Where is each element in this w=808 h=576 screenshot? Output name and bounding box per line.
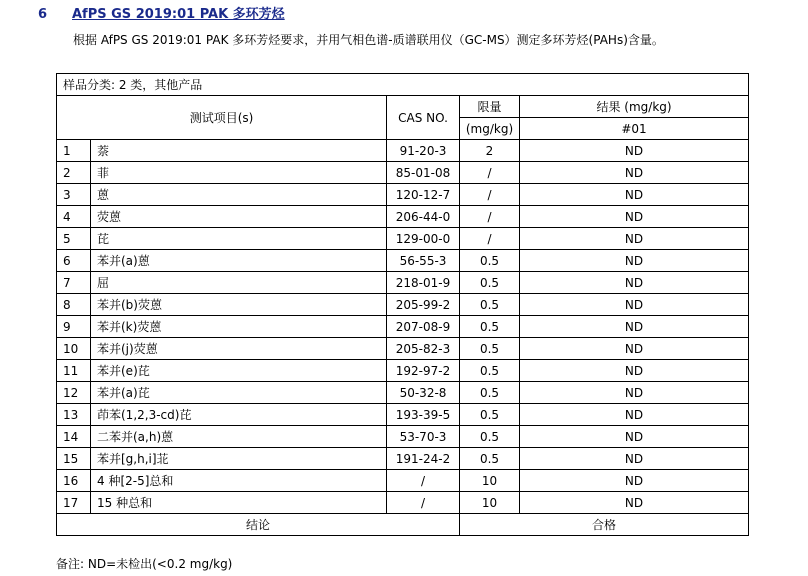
row-number: 14 bbox=[57, 426, 91, 448]
section-heading bbox=[38, 3, 285, 22]
conclusion-value: 合格 bbox=[460, 514, 749, 536]
test-item-name: 4 种[2-5]总和 bbox=[91, 470, 387, 492]
header-result: 结果 (mg/kg) bbox=[520, 96, 749, 118]
limit-value: / bbox=[460, 162, 520, 184]
result-value: ND bbox=[520, 316, 749, 338]
test-item-name: 苯并(e)芘 bbox=[91, 360, 387, 382]
cas-number: 56-55-3 bbox=[387, 250, 460, 272]
limit-value: 0.5 bbox=[460, 426, 520, 448]
result-value: ND bbox=[520, 404, 749, 426]
table-row bbox=[57, 228, 749, 250]
header-sample-id: #01 bbox=[520, 118, 749, 140]
test-item-name: 苯并(a)蒽 bbox=[91, 250, 387, 272]
table-row bbox=[57, 338, 749, 360]
row-number: 1 bbox=[57, 140, 91, 162]
section-title: AfPS GS 2019:01 PAK 多环芳烃 bbox=[72, 7, 285, 22]
result-value: ND bbox=[520, 140, 749, 162]
table-row bbox=[57, 294, 749, 316]
test-item-name: 苯并[g,h,i]苝 bbox=[91, 448, 387, 470]
row-number: 7 bbox=[57, 272, 91, 294]
result-value: ND bbox=[520, 426, 749, 448]
table-row bbox=[57, 184, 749, 206]
cas-number: 91-20-3 bbox=[387, 140, 460, 162]
limit-value: 0.5 bbox=[460, 360, 520, 382]
result-value: ND bbox=[520, 250, 749, 272]
cas-number: / bbox=[387, 470, 460, 492]
table-row bbox=[57, 492, 749, 514]
conclusion-label: 结论 bbox=[57, 514, 460, 536]
table-row bbox=[57, 316, 749, 338]
row-number: 4 bbox=[57, 206, 91, 228]
category-row bbox=[57, 74, 749, 96]
limit-value: / bbox=[460, 184, 520, 206]
cas-number: 50-32-8 bbox=[387, 382, 460, 404]
test-item-name: 萘 bbox=[91, 140, 387, 162]
row-number: 6 bbox=[57, 250, 91, 272]
row-number: 12 bbox=[57, 382, 91, 404]
row-number: 16 bbox=[57, 470, 91, 492]
result-value: ND bbox=[520, 492, 749, 514]
header-row bbox=[57, 96, 749, 118]
section-number: 6 bbox=[38, 7, 48, 22]
limit-value: 0.5 bbox=[460, 448, 520, 470]
row-number: 10 bbox=[57, 338, 91, 360]
table-row bbox=[57, 360, 749, 382]
limit-value: 0.5 bbox=[460, 382, 520, 404]
result-value: ND bbox=[520, 470, 749, 492]
test-item-name: 苯并(j)荧蒽 bbox=[91, 338, 387, 360]
cas-number: 191-24-2 bbox=[387, 448, 460, 470]
row-number: 8 bbox=[57, 294, 91, 316]
cas-number: 129-00-0 bbox=[387, 228, 460, 250]
result-value: ND bbox=[520, 206, 749, 228]
limit-value: 0.5 bbox=[460, 404, 520, 426]
row-number: 15 bbox=[57, 448, 91, 470]
conclusion-row bbox=[57, 514, 749, 536]
test-item-name: 菲 bbox=[91, 162, 387, 184]
test-item-name: 苯并(a)芘 bbox=[91, 382, 387, 404]
row-number: 2 bbox=[57, 162, 91, 184]
table-row bbox=[57, 272, 749, 294]
table-row bbox=[57, 426, 749, 448]
result-value: ND bbox=[520, 338, 749, 360]
row-number: 3 bbox=[57, 184, 91, 206]
result-value: ND bbox=[520, 228, 749, 250]
cas-number: 206-44-0 bbox=[387, 206, 460, 228]
cas-number: / bbox=[387, 492, 460, 514]
table-row bbox=[57, 140, 749, 162]
row-number: 5 bbox=[57, 228, 91, 250]
test-item-name: 荧蒽 bbox=[91, 206, 387, 228]
test-item-name: 屈 bbox=[91, 272, 387, 294]
sample-category: 样品分类: 2 类，其他产品 bbox=[57, 74, 749, 96]
row-number: 9 bbox=[57, 316, 91, 338]
result-value: ND bbox=[520, 360, 749, 382]
cas-number: 193-39-5 bbox=[387, 404, 460, 426]
test-item-name: 芘 bbox=[91, 228, 387, 250]
test-item-name: 苯并(k)荧蒽 bbox=[91, 316, 387, 338]
table-row bbox=[57, 404, 749, 426]
row-number: 17 bbox=[57, 492, 91, 514]
cas-number: 85-01-08 bbox=[387, 162, 460, 184]
limit-value: 0.5 bbox=[460, 272, 520, 294]
limit-value: 0.5 bbox=[460, 316, 520, 338]
row-number: 13 bbox=[57, 404, 91, 426]
table-row bbox=[57, 162, 749, 184]
cas-number: 53-70-3 bbox=[387, 426, 460, 448]
table-row bbox=[57, 206, 749, 228]
cas-number: 207-08-9 bbox=[387, 316, 460, 338]
limit-value: 0.5 bbox=[460, 294, 520, 316]
test-item-name: 苯并(b)荧蒽 bbox=[91, 294, 387, 316]
limit-value: 10 bbox=[460, 492, 520, 514]
table-row bbox=[57, 448, 749, 470]
limit-value: / bbox=[460, 206, 520, 228]
section-description: 根据 AfPS GS 2019:01 PAK 多环芳烃要求，并用气相色谱-质谱联用仪（GC-MS）测定多环芳烃(PAHs)含量。 bbox=[73, 33, 664, 47]
test-item-name: 二苯并(a,h)蒽 bbox=[91, 426, 387, 448]
header-limit: 限量 bbox=[460, 96, 520, 118]
footnote: 备注: ND=未检出(<0.2 mg/kg) bbox=[56, 557, 233, 571]
limit-value: / bbox=[460, 228, 520, 250]
limit-value: 2 bbox=[460, 140, 520, 162]
header-test-item: 测试项目(s) bbox=[57, 96, 387, 140]
results-table bbox=[56, 73, 749, 536]
result-value: ND bbox=[520, 272, 749, 294]
test-item-name: 茚苯(1,2,3-cd)芘 bbox=[91, 404, 387, 426]
result-value: ND bbox=[520, 382, 749, 404]
limit-value: 10 bbox=[460, 470, 520, 492]
test-item-name: 蒽 bbox=[91, 184, 387, 206]
cas-number: 218-01-9 bbox=[387, 272, 460, 294]
cas-number: 192-97-2 bbox=[387, 360, 460, 382]
row-number: 11 bbox=[57, 360, 91, 382]
result-value: ND bbox=[520, 184, 749, 206]
cas-number: 120-12-7 bbox=[387, 184, 460, 206]
result-value: ND bbox=[520, 162, 749, 184]
limit-value: 0.5 bbox=[460, 250, 520, 272]
cas-number: 205-82-3 bbox=[387, 338, 460, 360]
cas-number: 205-99-2 bbox=[387, 294, 460, 316]
test-item-name: 15 种总和 bbox=[91, 492, 387, 514]
table-row bbox=[57, 470, 749, 492]
results-table-body bbox=[57, 74, 749, 536]
table-row bbox=[57, 382, 749, 404]
table-row bbox=[57, 250, 749, 272]
header-cas: CAS NO. bbox=[387, 96, 460, 140]
limit-value: 0.5 bbox=[460, 338, 520, 360]
result-value: ND bbox=[520, 294, 749, 316]
result-value: ND bbox=[520, 448, 749, 470]
header-limit-unit: (mg/kg) bbox=[460, 118, 520, 140]
